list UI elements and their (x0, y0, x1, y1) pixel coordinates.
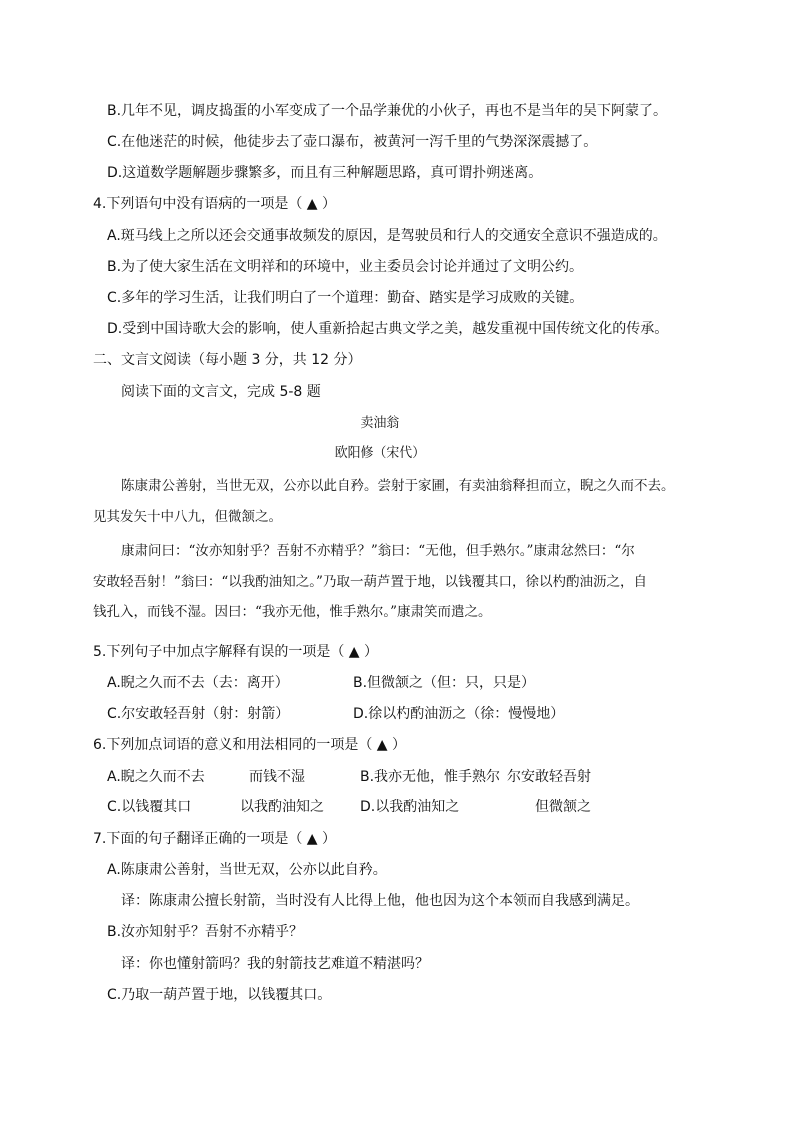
q6-option-a-part-1: A.睨之久而不去 (107, 769, 205, 785)
q5-option-a: A.睨之久而不去（去：离开） (107, 675, 289, 691)
passage-paragraph-2-line-3: 钱孔入，而钱不湿。因曰：“我亦无他，惟手熟尔。”康肃笑而遣之。 (93, 604, 492, 620)
q6-option-d-part-1: D.以我酌油知之 (360, 799, 460, 815)
q4-option-d: D.受到中国诗歌大会的影响，使人重新拾起古典文学之美，越发重视中国传统文化的传承。 (107, 321, 669, 337)
q4-option-a: A.斑马线上之所以还会交通事故频发的原因，是驾驶员和行人的交通安全意识不强造成的。 (107, 228, 667, 244)
q6-option-b-part-1: B.我亦无他，惟手熟尔 (360, 769, 501, 785)
q5-stem: 5.下列句子中加点字解释有误的一项是（ ▲ ） (93, 644, 379, 660)
q7-option-b-translation: 译：你也懂射箭吗？我的射箭技艺难道不精湛吗？ (121, 956, 429, 972)
q6-option-d-part-2: 但微颔之 (535, 799, 591, 815)
q6-option-a-part-2: 而钱不湿 (249, 769, 305, 785)
q6-option-b-part-2: 尔安敢轻吾射 (507, 769, 591, 785)
passage-paragraph-2-line-2: 安敢轻吾射！”翁曰：“以我酌油知之。”乃取一葫芦置于地，以钱覆其口，徐以杓酌油沥之，自 (93, 574, 647, 590)
q5-option-b: B.但微颔之（但：只，只是） (353, 675, 536, 691)
q4-option-b: B.为了使大家生活在文明祥和的环境中，业主委员会讨论并通过了文明公约。 (107, 259, 584, 275)
q4-stem: 4.下列语句中没有语病的一项是（ ▲ ） (93, 196, 337, 212)
passage-title: 卖油翁 (360, 415, 400, 431)
q7-stem: 7.下面的句子翻译正确的一项是（ ▲ ） (93, 831, 337, 847)
q3-option-c: C.在他迷茫的时候，他徒步去了壶口瀑布，被黄河一泻千里的气势深深震撼了。 (107, 134, 598, 150)
q7-option-b: B.汝亦知射乎？吾射不亦精乎？ (107, 924, 304, 940)
q5-option-c: C.尔安敢轻吾射（射：射箭） (107, 706, 290, 722)
q6-option-c-part-2: 以我酌油知之 (240, 799, 324, 815)
passage-paragraph-2-line-1: 康肃问曰：“汝亦知射乎？吾射不亦精乎？”翁曰：“无他，但手熟尔。”康肃忿然曰：“尔 (121, 543, 635, 559)
q4-option-c: C.多年的学习生活，让我们明白了一个道理：勤奋、踏实是学习成败的关键。 (107, 290, 584, 306)
q3-option-b: B.几年不见，调皮捣蛋的小军变成了一个品学兼优的小伙子，再也不是当年的吴下阿蒙了。 (107, 103, 668, 119)
q6-option-c-part-1: C.以钱覆其口 (107, 799, 192, 815)
q5-option-d: D.徐以杓酌油沥之（徐：慢慢地） (353, 706, 565, 722)
passage-paragraph-1-line-1: 陈康肃公善射，当世无双，公亦以此自矜。尝射于家圃，有卖油翁释担而立，睨之久而不去。 (121, 478, 675, 494)
q7-option-c: C.乃取一葫芦置于地，以钱覆其口。 (107, 987, 332, 1003)
section-2-instruction: 阅读下面的文言文，完成 5-8 题 (121, 384, 321, 400)
passage-paragraph-1-line-2: 见其发矢十中八九，但微颔之。 (93, 509, 282, 525)
q7-option-a-translation: 译：陈康肃公擅长射箭，当时没有人比得上他，他也因为这个本领而自我感到满足。 (121, 893, 639, 909)
q7-option-a: A.陈康肃公善射，当世无双，公亦以此自矜。 (107, 862, 387, 878)
q6-stem: 6.下列加点词语的意义和用法相同的一项是（ ▲ ） (93, 737, 407, 753)
section-2-heading: 二、文言文阅读（每小题 3 分，共 12 分） (93, 352, 362, 368)
q3-option-d: D.这道数学题解题步骤繁多，而且有三种解题思路，真可谓扑朔迷离。 (107, 165, 543, 181)
passage-author: 欧阳修（宋代） (334, 445, 426, 461)
